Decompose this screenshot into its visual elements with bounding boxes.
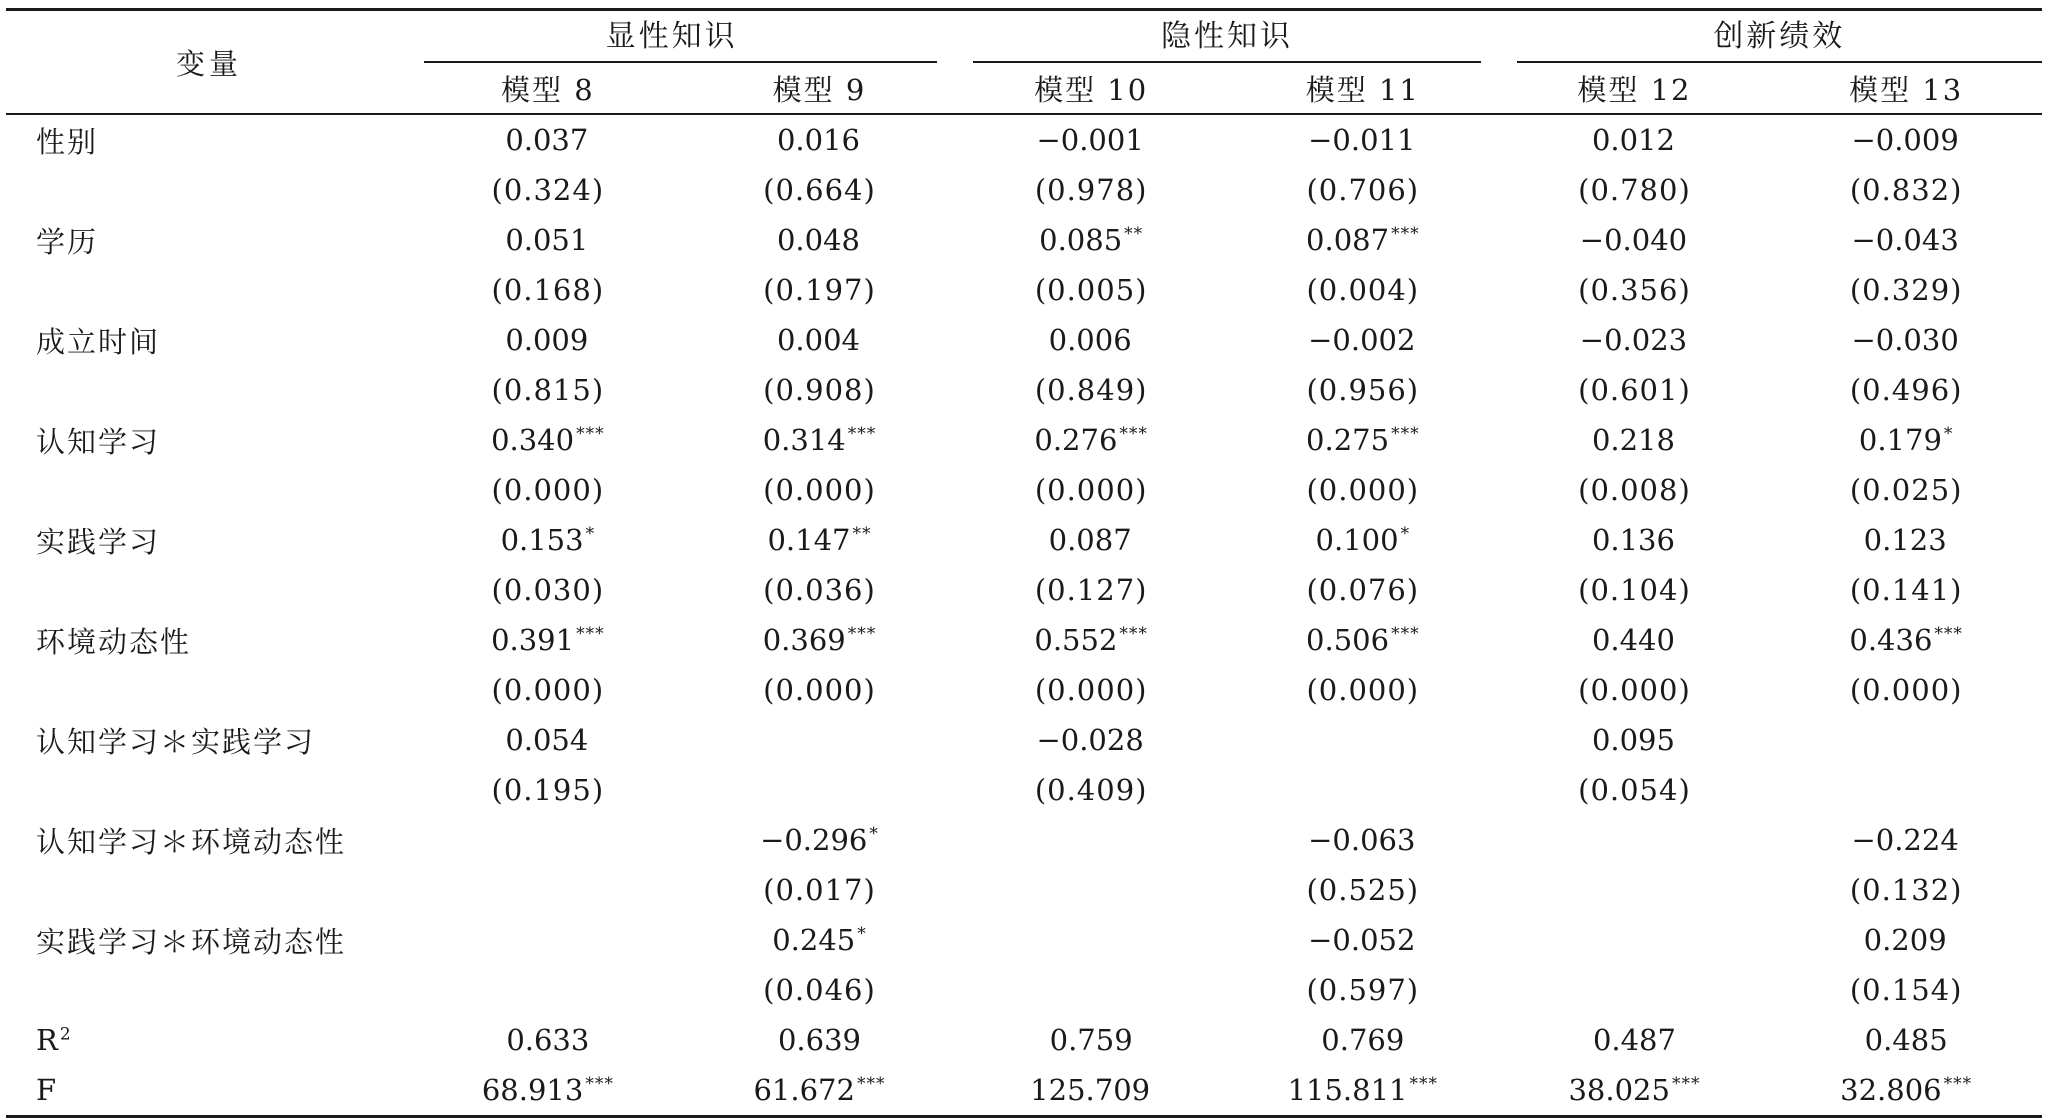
- coefficient-value: 0.391: [491, 623, 575, 657]
- coefficient-value: 0.147: [767, 523, 851, 557]
- blank-label-cell: [6, 265, 412, 315]
- coefficient-value: 0.179: [1858, 423, 1942, 457]
- coefficient-value: −0.052: [1308, 923, 1416, 957]
- p-value-cell: (0.036): [763, 573, 876, 607]
- f-statistic-label: F: [36, 1073, 59, 1107]
- significance-stars: ***: [576, 624, 605, 645]
- coefficient-cell: [412, 114, 684, 165]
- coefficient-value: 0.087: [1048, 523, 1132, 557]
- p-value-cell: (0.409): [1034, 773, 1148, 807]
- f-statistic-cell: [1227, 1065, 1499, 1117]
- coefficient-cell: [955, 615, 1227, 665]
- coefficient-value: 0.054: [505, 723, 589, 757]
- f-statistic-value: 61.672: [753, 1073, 855, 1107]
- coefficient-value: 0.048: [776, 223, 860, 257]
- coefficient-value: 0.012: [1591, 123, 1675, 157]
- p-value-cell: (0.030): [491, 573, 605, 607]
- significance-stars: **: [852, 524, 872, 545]
- coefficient-row: [6, 315, 2042, 365]
- significance-stars: ***: [1119, 424, 1148, 445]
- model-header: 模型 9: [684, 63, 956, 114]
- significance-stars: **: [1124, 224, 1144, 245]
- coefficient-value: 0.004: [776, 323, 860, 357]
- significance-stars: *: [585, 524, 596, 545]
- coefficient-cell: [412, 315, 684, 365]
- group-header-label: 隐性知识: [973, 11, 1480, 63]
- coefficient-value: 0.016: [776, 123, 860, 157]
- blank-label-cell: [6, 665, 412, 715]
- coefficient-cell: [1227, 915, 1499, 965]
- r-squared-label-sup: 2: [59, 1024, 73, 1045]
- coefficient-cell: [684, 114, 956, 165]
- group-header-label: 创新绩效: [1517, 11, 2042, 63]
- p-value-cell: [955, 965, 1227, 1015]
- p-value-cell: [1499, 965, 1771, 1015]
- r-squared-label-base: R: [36, 1023, 60, 1057]
- p-value-cell: (0.525): [1306, 873, 1420, 907]
- blank-label-cell: [6, 965, 412, 1015]
- p-value-cell: [1770, 765, 2042, 815]
- coefficient-cell: [684, 515, 956, 565]
- p-value-row: [6, 765, 2042, 815]
- variable-label: 认知学习: [36, 424, 161, 459]
- p-value-cell: (0.356): [1578, 273, 1691, 307]
- coefficient-value: −0.043: [1851, 223, 1959, 257]
- coefficient-row: [6, 715, 2042, 765]
- group-header-label: 显性知识: [424, 11, 937, 63]
- significance-stars: ***: [1409, 1074, 1439, 1095]
- coefficient-cell: [412, 515, 684, 565]
- p-value-cell: [412, 865, 684, 915]
- coefficient-value: −0.002: [1308, 323, 1416, 357]
- coefficient-cell: [1499, 515, 1771, 565]
- p-value-cell: (0.132): [1849, 873, 1963, 907]
- coefficient-cell: [1227, 815, 1499, 865]
- variable-label: 实践学习＊环境动态性: [36, 924, 347, 959]
- regression-table: [6, 8, 2042, 1118]
- coefficient-value: 0.340: [491, 423, 575, 457]
- significance-stars: ***: [847, 424, 877, 445]
- p-value-cell: (0.324): [491, 173, 605, 207]
- model-header: 模型 12: [1499, 63, 1771, 114]
- model-header: 模型 11: [1227, 63, 1499, 114]
- f-statistic-cell: [1770, 1065, 2042, 1117]
- coefficient-cell: [1227, 315, 1499, 365]
- coefficient-cell: [684, 715, 956, 765]
- p-value-cell: [1499, 865, 1771, 915]
- blank-label-cell: [6, 465, 412, 515]
- p-value-cell: (0.154): [1849, 973, 1963, 1007]
- coefficient-value: 0.276: [1034, 423, 1118, 457]
- coefficient-value: 0.506: [1306, 623, 1390, 657]
- p-value-cell: (0.141): [1849, 573, 1963, 607]
- p-value-cell: (0.000): [1306, 673, 1420, 707]
- variable-label: 环境动态性: [36, 624, 192, 659]
- coefficient-value: 0.314: [762, 423, 846, 457]
- significance-stars: *: [1400, 524, 1411, 545]
- coefficient-value: 0.440: [1591, 623, 1675, 657]
- coefficient-cell: [1499, 215, 1771, 265]
- coefficient-cell: [1499, 815, 1771, 865]
- coefficient-cell: [1770, 315, 2042, 365]
- coefficient-cell: [412, 615, 684, 665]
- p-value-cell: (0.104): [1578, 573, 1691, 607]
- coefficient-value: −0.028: [1036, 723, 1144, 757]
- coefficient-value: 0.009: [505, 323, 589, 357]
- f-statistic-cell: [684, 1065, 956, 1117]
- r-squared-value: 0.759: [1049, 1023, 1133, 1057]
- coefficient-cell: [1227, 215, 1499, 265]
- coefficient-value: −0.030: [1851, 323, 1959, 357]
- blank-label-cell: [6, 365, 412, 415]
- p-value-cell: (0.168): [491, 273, 605, 307]
- f-statistic-value: 125.709: [1030, 1073, 1151, 1107]
- significance-stars: ***: [1943, 1074, 1973, 1095]
- coefficient-cell: [955, 715, 1227, 765]
- p-value-cell: (0.000): [1578, 673, 1691, 707]
- significance-stars: ***: [1391, 224, 1420, 245]
- coefficient-value: 0.209: [1863, 923, 1947, 957]
- coefficient-row: [6, 615, 2042, 665]
- significance-stars: *: [869, 824, 879, 845]
- coefficient-value: −0.296: [760, 823, 868, 857]
- coefficient-cell: [684, 915, 956, 965]
- coefficient-cell: [1499, 415, 1771, 465]
- coefficient-cell: [1499, 114, 1771, 165]
- coefficient-cell: [1499, 715, 1771, 765]
- coefficient-cell: [1770, 415, 2042, 465]
- table-body: [6, 114, 2042, 1117]
- significance-stars: ***: [1391, 424, 1420, 445]
- p-value-cell: (0.815): [491, 373, 605, 407]
- r-squared-value: 0.485: [1864, 1023, 1948, 1057]
- coefficient-cell: [412, 415, 684, 465]
- f-statistic-cell: [955, 1065, 1227, 1117]
- coefficient-value: −0.009: [1851, 123, 1959, 157]
- header-group-row: [6, 10, 2042, 64]
- coefficient-value: 0.100: [1315, 523, 1399, 557]
- p-value-cell: (0.000): [1034, 473, 1148, 507]
- p-value-cell: (0.000): [763, 673, 876, 707]
- p-value-cell: (0.908): [763, 373, 876, 407]
- regression-table-container: [6, 8, 2042, 1118]
- coefficient-cell: [1499, 615, 1771, 665]
- significance-stars: ***: [1934, 624, 1963, 645]
- coefficient-row: [6, 415, 2042, 465]
- coefficient-value: 0.095: [1591, 723, 1675, 757]
- variable-header: 变量: [6, 10, 412, 115]
- p-value-cell: (0.127): [1034, 573, 1148, 607]
- p-value-cell: (0.017): [763, 873, 876, 907]
- p-value-row: [6, 365, 2042, 415]
- significance-stars: ***: [856, 1074, 886, 1095]
- p-value-row: [6, 565, 2042, 615]
- f-statistic-row: [6, 1065, 2042, 1117]
- coefficient-value: 0.275: [1306, 423, 1390, 457]
- blank-label-cell: [6, 565, 412, 615]
- coefficient-value: 0.123: [1863, 523, 1947, 557]
- p-value-cell: (0.956): [1306, 373, 1420, 407]
- p-value-cell: (0.000): [1849, 673, 1963, 707]
- p-value-cell: [684, 765, 956, 815]
- coefficient-cell: [955, 415, 1227, 465]
- coefficient-value: 0.136: [1591, 523, 1675, 557]
- f-statistic-value: 115.811: [1287, 1073, 1408, 1107]
- variable-label: 性别: [36, 124, 99, 159]
- model-header: 模型 10: [955, 63, 1227, 114]
- coefficient-cell: [684, 215, 956, 265]
- variable-label: 认知学习＊环境动态性: [36, 824, 347, 859]
- f-statistic-value: 32.806: [1840, 1073, 1942, 1107]
- coefficient-cell: [1770, 815, 2042, 865]
- p-value-cell: (0.000): [491, 673, 605, 707]
- p-value-cell: (0.076): [1306, 573, 1420, 607]
- coefficient-cell: [1770, 915, 2042, 965]
- p-value-cell: (0.780): [1578, 173, 1691, 207]
- p-value-cell: (0.000): [1306, 473, 1420, 507]
- coefficient-row: [6, 515, 2042, 565]
- model-header: 模型 8: [412, 63, 684, 114]
- p-value-cell: (0.597): [1306, 973, 1420, 1007]
- coefficient-cell: [955, 315, 1227, 365]
- coefficient-value: 0.245: [772, 923, 856, 957]
- coefficient-cell: [955, 215, 1227, 265]
- f-statistic-cell: [1499, 1065, 1771, 1117]
- coefficient-value: 0.436: [1849, 623, 1933, 657]
- significance-stars: ***: [1119, 624, 1148, 645]
- p-value-cell: (0.046): [763, 973, 876, 1007]
- coefficient-cell: [1770, 615, 2042, 665]
- coefficient-value: −0.011: [1308, 123, 1416, 157]
- coefficient-cell: [684, 315, 956, 365]
- coefficient-row: [6, 215, 2042, 265]
- p-value-cell: (0.054): [1578, 773, 1691, 807]
- coefficient-value: 0.051: [505, 223, 589, 257]
- p-value-row: [6, 165, 2042, 215]
- coefficient-cell: [955, 515, 1227, 565]
- coefficient-cell: [955, 114, 1227, 165]
- p-value-cell: (0.849): [1034, 373, 1148, 407]
- r-squared-value: 0.487: [1592, 1023, 1676, 1057]
- coefficient-cell: [684, 815, 956, 865]
- p-value-cell: [412, 965, 684, 1015]
- coefficient-value: 0.087: [1306, 223, 1390, 257]
- r-squared-value: 0.633: [506, 1023, 590, 1057]
- significance-stars: ***: [1391, 624, 1420, 645]
- p-value-cell: (0.195): [491, 773, 605, 807]
- blank-label-cell: [6, 865, 412, 915]
- significance-stars: ***: [1671, 1074, 1701, 1095]
- group-header-explicit-knowledge: [412, 10, 955, 64]
- p-value-row: [6, 865, 2042, 915]
- p-value-cell: (0.008): [1578, 473, 1691, 507]
- model-header: 模型 13: [1770, 63, 2042, 114]
- coefficient-value: 0.153: [500, 523, 584, 557]
- p-value-cell: (0.329): [1849, 273, 1963, 307]
- p-value-cell: [1227, 765, 1499, 815]
- p-value-row: [6, 265, 2042, 315]
- blank-label-cell: [6, 765, 412, 815]
- p-value-cell: (0.005): [1034, 273, 1148, 307]
- p-value-cell: (0.000): [491, 473, 605, 507]
- coefficient-row: [6, 915, 2042, 965]
- coefficient-cell: [1227, 114, 1499, 165]
- coefficient-value: 0.218: [1591, 423, 1675, 457]
- p-value-cell: (0.197): [763, 273, 876, 307]
- coefficient-cell: [1770, 215, 2042, 265]
- coefficient-value: 0.037: [505, 123, 589, 157]
- coefficient-cell: [1499, 915, 1771, 965]
- blank-label-cell: [6, 165, 412, 215]
- p-value-row: [6, 665, 2042, 715]
- group-header-innovation-performance: [1499, 10, 2042, 64]
- p-value-cell: (0.706): [1306, 173, 1420, 207]
- coefficient-value: −0.040: [1579, 223, 1688, 257]
- significance-stars: ***: [585, 1074, 614, 1095]
- p-value-cell: (0.004): [1306, 273, 1420, 307]
- p-value-cell: (0.601): [1578, 373, 1691, 407]
- significance-stars: ***: [847, 624, 877, 645]
- coefficient-value: 0.369: [762, 623, 846, 657]
- coefficient-cell: [1770, 715, 2042, 765]
- variable-label: 学历: [36, 224, 99, 259]
- significance-stars: *: [857, 924, 867, 945]
- coefficient-cell: [955, 915, 1227, 965]
- coefficient-cell: [1227, 615, 1499, 665]
- coefficient-row: [6, 815, 2042, 865]
- coefficient-cell: [1227, 515, 1499, 565]
- f-statistic-value: 68.913: [481, 1073, 584, 1107]
- p-value-row: [6, 465, 2042, 515]
- coefficient-value: −0.023: [1579, 323, 1688, 357]
- p-value-cell: (0.496): [1849, 373, 1963, 407]
- p-value-cell: (0.664): [763, 173, 876, 207]
- r-squared-value: 0.769: [1321, 1023, 1405, 1057]
- p-value-cell: (0.000): [1034, 673, 1148, 707]
- p-value-cell: (0.000): [763, 473, 876, 507]
- p-value-cell: (0.978): [1034, 173, 1148, 207]
- p-value-row: [6, 965, 2042, 1015]
- coefficient-value: −0.063: [1308, 823, 1416, 857]
- f-statistic-value: 38.025: [1568, 1073, 1670, 1107]
- coefficient-value: 0.085: [1039, 223, 1123, 257]
- coefficient-value: −0.001: [1036, 123, 1144, 157]
- coefficient-cell: [1770, 515, 2042, 565]
- group-header-tacit-knowledge: [955, 10, 1498, 64]
- coefficient-cell: [412, 215, 684, 265]
- coefficient-cell: [955, 815, 1227, 865]
- coefficient-cell: [1227, 415, 1499, 465]
- p-value-cell: [955, 865, 1227, 915]
- coefficient-cell: [412, 715, 684, 765]
- variable-label: 认知学习＊实践学习: [36, 724, 316, 759]
- p-value-cell: (0.025): [1849, 473, 1963, 507]
- coefficient-value: 0.006: [1048, 323, 1132, 357]
- significance-stars: ***: [576, 424, 605, 445]
- r-squared-label: [6, 1015, 412, 1065]
- coefficient-cell: [684, 415, 956, 465]
- f-statistic-cell: [412, 1065, 684, 1117]
- coefficient-value: 0.552: [1034, 623, 1118, 657]
- r-squared-row: [6, 1015, 2042, 1065]
- r-squared-value: 0.639: [777, 1023, 861, 1057]
- coefficient-cell: [412, 915, 684, 965]
- variable-label: 实践学习: [36, 524, 161, 559]
- coefficient-row: [6, 114, 2042, 165]
- coefficient-cell: [1227, 715, 1499, 765]
- coefficient-cell: [1770, 114, 2042, 165]
- coefficient-cell: [684, 615, 956, 665]
- coefficient-cell: [412, 815, 684, 865]
- coefficient-cell: [1499, 315, 1771, 365]
- coefficient-value: −0.224: [1851, 823, 1959, 857]
- variable-label: 成立时间: [36, 324, 161, 359]
- significance-stars: *: [1943, 424, 1954, 445]
- p-value-cell: (0.832): [1849, 173, 1963, 207]
